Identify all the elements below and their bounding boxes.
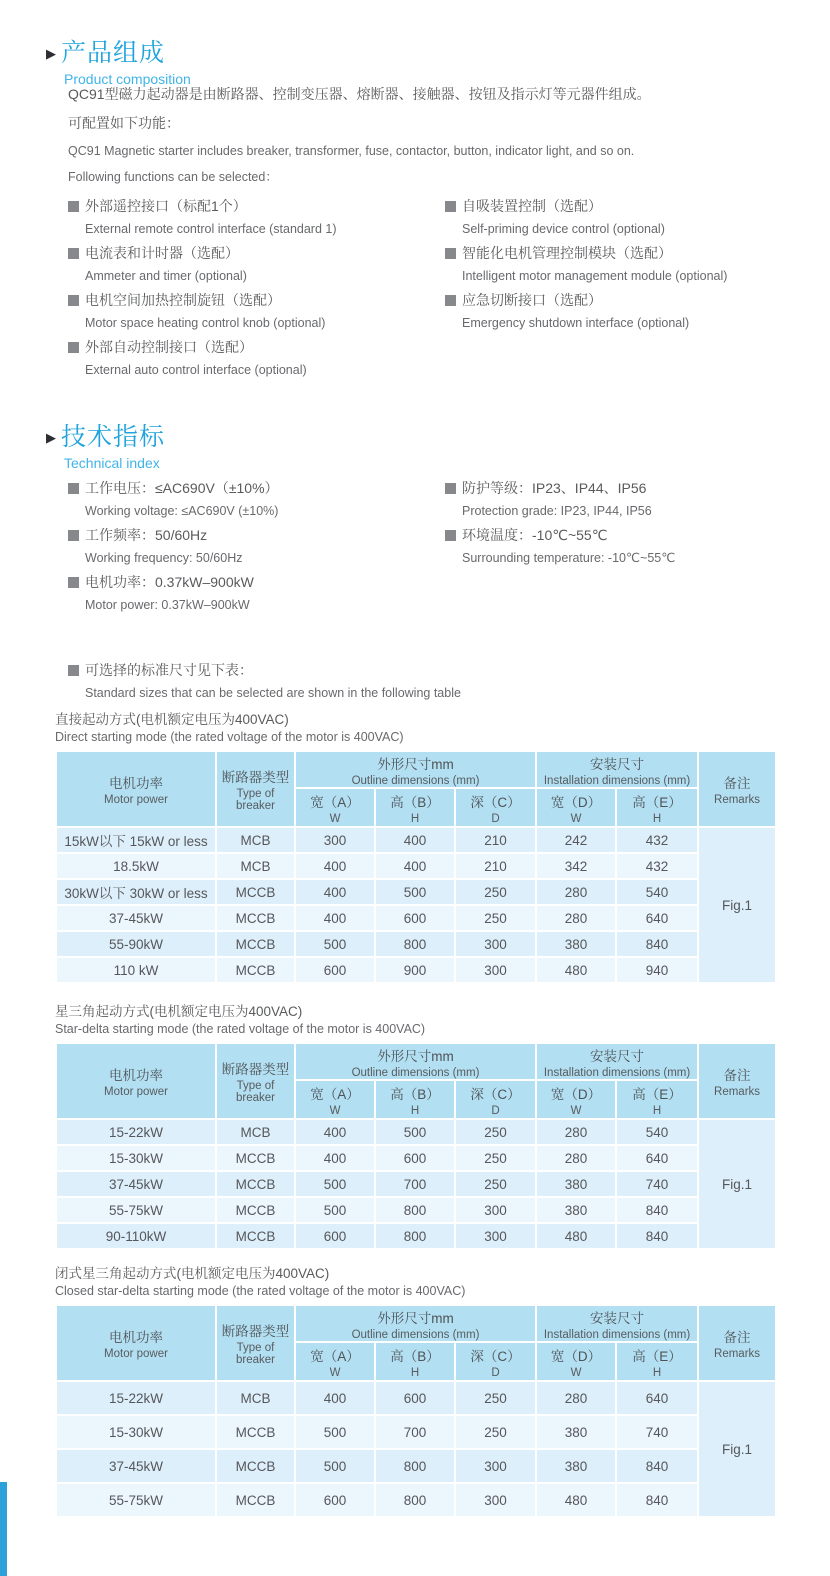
note-line-cn [68, 662, 461, 679]
bullet-square-icon [68, 201, 79, 212]
bullet-text-cn: 智能化电机管理控制模块（选配） [462, 245, 672, 261]
table-cell: 600 [295, 1223, 375, 1249]
table-cell: 500 [295, 931, 375, 957]
table-row [56, 1381, 776, 1415]
bullet-line-en: Motor space heating control knob (optional) [85, 316, 326, 330]
table-cell: 300 [455, 1223, 536, 1249]
table-cell: 840 [616, 1449, 698, 1483]
bullet-text-cn: 外部自动控制接口（选配） [85, 339, 253, 355]
table-cell: 500 [295, 1449, 375, 1483]
spec-item [68, 527, 445, 566]
bullet-line-cn [68, 198, 445, 215]
bullet-line-cn [68, 292, 445, 309]
table-cell: 300 [455, 1449, 536, 1483]
triangle-bullet-icon: ▶ [46, 46, 56, 62]
header-subtext: Motor power [104, 1086, 168, 1098]
table-cell: 15kW以下 15kW or less [56, 827, 216, 853]
intro-line-cn: QC91型磁力起动器是由断路器、控制变压器、熔断器、接触器、按钮及指示灯等元器件组成。 [68, 86, 651, 102]
bullet-line-cn [445, 527, 798, 544]
header-subtext: W [329, 1104, 341, 1117]
col-subheader-dimension: 高（E） H [616, 1342, 698, 1381]
table-cell: 600 [375, 905, 455, 931]
feature-item [445, 292, 798, 331]
bullet-line-cn [68, 574, 445, 591]
bullet-square-icon [445, 248, 456, 259]
bullet-square-icon [68, 342, 79, 353]
table-cell: MCB [216, 853, 295, 879]
table-cell: 18.5kW [56, 853, 216, 879]
bullet-line-en: Intelligent motor management module (optional) [462, 269, 728, 283]
header-subtext: Installation dimensions (mm) [543, 1328, 691, 1341]
dimensions-table [55, 1042, 777, 1250]
bullet-line-en: Surrounding temperature: -10℃~55℃ [462, 551, 676, 565]
table-cell: 380 [536, 1449, 616, 1483]
bullet-square-icon [68, 295, 79, 306]
header-subtext: Remarks [714, 1348, 761, 1360]
header-subtext: H [652, 812, 662, 825]
table-cell: 110 kW [56, 957, 216, 983]
table-row [56, 1171, 776, 1197]
table-cell: 300 [455, 931, 536, 957]
table-cell: 700 [375, 1171, 455, 1197]
table-cell: MCCB [216, 1415, 295, 1449]
table-cell: 242 [536, 827, 616, 853]
table-row [56, 1119, 776, 1145]
bullet-line-cn [445, 480, 798, 497]
section-title-row [46, 40, 191, 68]
table-cell: 37-45kW [56, 1449, 216, 1483]
feature-list [68, 198, 798, 386]
header-subtext: W [570, 1366, 582, 1379]
table-cell: 280 [536, 1119, 616, 1145]
bullet-line-cn [68, 527, 445, 544]
bullet-text-cn: 工作电压：≤AC690V（±10%） [85, 480, 279, 496]
col-header-installation-dimensions: 安装尺寸 Installation dimensions (mm) [536, 1305, 698, 1342]
table-cell: 500 [295, 1171, 375, 1197]
table-cell: 840 [616, 1197, 698, 1223]
section-title-en: Technical index [64, 454, 160, 471]
table-cell: 400 [295, 879, 375, 905]
table-cell: 400 [295, 1145, 375, 1171]
table-cell: 800 [375, 1223, 455, 1249]
header-subtext: Remarks [714, 794, 761, 806]
table-cell: 432 [616, 853, 698, 879]
col-subheader-dimension: 宽（D） W [536, 1080, 616, 1119]
table-row [56, 1415, 776, 1449]
table-cell: 800 [375, 931, 455, 957]
col-subheader-dimension: 高（B） H [375, 1080, 455, 1119]
table-cell: 15-22kW [56, 1119, 216, 1145]
table-cell: 600 [295, 1483, 375, 1517]
table-cell: 940 [616, 957, 698, 983]
feature-column-right [445, 198, 798, 386]
triangle-bullet-icon: ▶ [46, 430, 56, 446]
col-subheader-dimension: 高（E） H [616, 788, 698, 827]
table-cell: 55-75kW [56, 1483, 216, 1517]
section-technical-index-header [46, 424, 165, 471]
bullet-line-en: Working voltage: ≤AC690V (±10%) [85, 504, 279, 518]
bullet-square-icon [68, 248, 79, 259]
section-product-composition-header [46, 40, 191, 87]
table-cell: 210 [455, 827, 536, 853]
table-cell: 800 [375, 1449, 455, 1483]
header-subtext: Type of breaker [236, 788, 275, 812]
table-cell: 840 [616, 1483, 698, 1517]
table-cell: 280 [536, 879, 616, 905]
table-cell: 300 [455, 1197, 536, 1223]
table-cell: 250 [455, 1145, 536, 1171]
table-cell: 300 [455, 957, 536, 983]
table-row [56, 827, 776, 853]
spec-item [445, 527, 798, 566]
table-cell: 380 [536, 1197, 616, 1223]
header-subtext: H [652, 1104, 662, 1117]
table-cell: 500 [295, 1197, 375, 1223]
bullet-line-en: Self-priming device control (optional) [462, 222, 665, 236]
table-cell: 30kW以下 30kW or less [56, 879, 216, 905]
table-caption-cn: 星三角起动方式(电机额定电压为400VAC) [55, 1004, 303, 1019]
table-cell: 250 [455, 1415, 536, 1449]
table-cell: 250 [455, 905, 536, 931]
table-cell: 300 [455, 1483, 536, 1517]
header-subtext: H [410, 1366, 420, 1379]
col-subheader-dimension: 宽（A） W [295, 1080, 375, 1119]
header-subtext: Installation dimensions (mm) [543, 1066, 691, 1079]
table-cell: 400 [295, 1119, 375, 1145]
table-cell: 55-75kW [56, 1197, 216, 1223]
col-header-installation-dimensions: 安装尺寸 Installation dimensions (mm) [536, 751, 698, 788]
table-block-star-delta [55, 1004, 775, 1250]
header-subtext: H [410, 1104, 420, 1117]
dimensions-table [55, 1304, 777, 1518]
dimensions-table [55, 750, 777, 984]
table-cell: 900 [375, 957, 455, 983]
bullet-square-icon [68, 577, 79, 588]
header-subtext: Remarks [714, 1086, 761, 1098]
feature-item [68, 292, 445, 331]
table-cell: 15-30kW [56, 1145, 216, 1171]
feature-column-left [68, 198, 445, 386]
table-cell: 540 [616, 1119, 698, 1145]
table-cell: 90-110kW [56, 1223, 216, 1249]
col-subheader-dimension: 高（E） H [616, 1080, 698, 1119]
table-cell: 740 [616, 1171, 698, 1197]
table-row [56, 905, 776, 931]
table-cell: 280 [536, 1381, 616, 1415]
spec-item [68, 480, 445, 519]
bullet-text-cn: 环境温度：-10℃~55℃ [462, 527, 608, 543]
col-header-outline-dimensions: 外形尺寸mm Outline dimensions (mm) [295, 1043, 536, 1080]
section-title-cn: 技术指标 [61, 423, 166, 451]
col-subheader-dimension: 高（B） H [375, 1342, 455, 1381]
feature-item [68, 339, 445, 378]
feature-item [68, 245, 445, 284]
table-cell: 800 [375, 1483, 455, 1517]
remark-cell: Fig.1 [698, 1119, 776, 1249]
table-cell: 800 [375, 1197, 455, 1223]
spec-list [68, 480, 798, 621]
bullet-line-en: Motor power: 0.37kW–900kW [85, 598, 250, 612]
section-title-row [46, 424, 165, 452]
col-header-outline-dimensions: 外形尺寸mm Outline dimensions (mm) [295, 1305, 536, 1342]
bullet-line-cn [68, 339, 445, 356]
table-cell: 740 [616, 1415, 698, 1449]
bullet-line-cn [445, 292, 798, 309]
table-cell: 15-30kW [56, 1415, 216, 1449]
feature-item [68, 198, 445, 237]
bullet-text-cn: 防护等级：IP23、IP44、IP56 [462, 480, 647, 496]
table-cell: 432 [616, 827, 698, 853]
table-cell: 840 [616, 1223, 698, 1249]
table-cell: 600 [375, 1381, 455, 1415]
header-subtext: D [491, 1366, 500, 1379]
header-subtext: D [491, 1104, 500, 1117]
table-row [56, 1449, 776, 1483]
header-subtext: W [329, 812, 341, 825]
bullet-square-icon [445, 483, 456, 494]
section-title-cn: 产品组成 [61, 39, 166, 67]
col-header-outline-dimensions: 外形尺寸mm Outline dimensions (mm) [295, 751, 536, 788]
note-line-en: Standard sizes that can be selected are shown in the following table [85, 686, 461, 700]
header-subtext: Outline dimensions (mm) [351, 1066, 480, 1079]
table-cell: 250 [455, 1381, 536, 1415]
table-cell: 300 [295, 827, 375, 853]
table-cell: 55-90kW [56, 931, 216, 957]
table-cell: 480 [536, 1223, 616, 1249]
note-text-cn: 可选择的标准尺寸见下表： [85, 662, 253, 678]
table-cell: MCCB [216, 1145, 295, 1171]
bullet-text-cn: 自吸装置控制（选配） [462, 198, 602, 214]
table-cell: MCCB [216, 1483, 295, 1517]
table-row [56, 1145, 776, 1171]
col-header-motor-power: 电机功率 Motor power [56, 751, 216, 827]
table-cell: 37-45kW [56, 905, 216, 931]
header-subtext: Type of breaker [236, 1080, 275, 1104]
table-cell: 380 [536, 931, 616, 957]
table-row [56, 957, 776, 983]
standard-sizes-note [68, 662, 461, 701]
table-cell: 640 [616, 1381, 698, 1415]
remark-cell: Fig.1 [698, 1381, 776, 1517]
bullet-square-icon [68, 530, 79, 541]
table-caption-cn: 闭式星三角起动方式(电机额定电压为400VAC) [55, 1266, 330, 1281]
table-cell: MCCB [216, 905, 295, 931]
bullet-square-icon [68, 483, 79, 494]
bullet-line-en: External remote control interface (standard 1) [85, 222, 337, 236]
col-header-motor-power: 电机功率 Motor power [56, 1043, 216, 1119]
table-cell: 500 [375, 1119, 455, 1145]
header-subtext: Motor power [104, 794, 168, 806]
table-row [56, 931, 776, 957]
bullet-line-en: Ammeter and timer (optional) [85, 269, 247, 283]
col-header-breaker-type: 断路器类型 Type of breaker [216, 1043, 295, 1119]
header-subtext: W [570, 1104, 582, 1117]
bullet-line-en: Protection grade: IP23, IP44, IP56 [462, 504, 652, 518]
spec-column-left [68, 480, 445, 621]
bullet-line-en: External auto control interface (optional) [85, 363, 307, 377]
table-caption-en: Closed star-delta starting mode (the rated voltage of the motor is 400VAC) [55, 1284, 466, 1298]
table-cell: 480 [536, 1483, 616, 1517]
col-header-motor-power: 电机功率 Motor power [56, 1305, 216, 1381]
table-cell: MCCB [216, 1171, 295, 1197]
header-subtext: D [491, 812, 500, 825]
table-cell: 400 [295, 905, 375, 931]
table-row [56, 1197, 776, 1223]
table-cell: MCCB [216, 1197, 295, 1223]
table-cell: MCB [216, 1119, 295, 1145]
col-header-remarks: 备注 Remarks [698, 1305, 776, 1381]
bullet-line-cn [68, 245, 445, 262]
bullet-line-en: Emergency shutdown interface (optional) [462, 316, 690, 330]
spec-column-right [445, 480, 798, 621]
table-cell: 500 [375, 879, 455, 905]
table-cell: 210 [455, 853, 536, 879]
table-caption-cn: 直接起动方式(电机额定电压为400VAC) [55, 712, 289, 727]
table-cell: 250 [455, 1171, 536, 1197]
table-cell: MCCB [216, 1223, 295, 1249]
header-subtext: W [570, 812, 582, 825]
table-cell: 640 [616, 1145, 698, 1171]
table-cell: 250 [455, 879, 536, 905]
header-subtext: W [329, 1366, 341, 1379]
product-intro [68, 86, 778, 196]
table-cell: 700 [375, 1415, 455, 1449]
spec-item [445, 480, 798, 519]
table-cell: 400 [375, 827, 455, 853]
table-cell: MCCB [216, 1449, 295, 1483]
section-title-en: Product composition [64, 70, 191, 87]
bullet-square-icon [445, 201, 456, 212]
table-row [56, 879, 776, 905]
bullet-text-cn: 电机功率：0.37kW–900kW [85, 574, 254, 590]
table-cell: 250 [455, 1119, 536, 1145]
table-cell: 400 [295, 853, 375, 879]
table-cell: MCCB [216, 879, 295, 905]
header-subtext: Installation dimensions (mm) [543, 774, 691, 787]
col-subheader-dimension: 宽（A） W [295, 788, 375, 827]
table-block-direct-starting [55, 712, 775, 984]
table-cell: 480 [536, 957, 616, 983]
table-cell: 600 [295, 957, 375, 983]
table-cell: 640 [616, 905, 698, 931]
table-row [56, 1483, 776, 1517]
table-cell: 380 [536, 1415, 616, 1449]
table-cell: 400 [295, 1381, 375, 1415]
page-edge-bar [0, 1482, 7, 1576]
table-cell: 280 [536, 905, 616, 931]
table-block-closed-star-delta [55, 1266, 775, 1518]
table-cell: MCCB [216, 931, 295, 957]
header-subtext: Motor power [104, 1348, 168, 1360]
table-caption-en: Direct starting mode (the rated voltage of the motor is 400VAC) [55, 730, 404, 744]
col-subheader-dimension: 深（C） D [455, 788, 536, 827]
bullet-text-cn: 外部遥控接口（标配1个） [85, 198, 247, 214]
table-row [56, 1223, 776, 1249]
col-header-breaker-type: 断路器类型 Type of breaker [216, 1305, 295, 1381]
col-header-remarks: 备注 Remarks [698, 751, 776, 827]
header-subtext: Outline dimensions (mm) [351, 1328, 480, 1341]
header-subtext: Type of breaker [236, 1342, 275, 1366]
table-cell: 380 [536, 1171, 616, 1197]
spec-item [68, 574, 445, 613]
bullet-square-icon [445, 530, 456, 541]
intro-line-cn: 可配置如下功能： [68, 115, 180, 131]
table-row [56, 853, 776, 879]
bullet-line-cn [68, 480, 445, 497]
table-caption-en: Star-delta starting mode (the rated voltage of the motor is 400VAC) [55, 1022, 426, 1036]
bullet-text-cn: 应急切断接口（选配） [462, 292, 602, 308]
feature-item [445, 245, 798, 284]
bullet-line-en: Working frequency: 50/60Hz [85, 551, 243, 565]
bullet-square-icon [68, 665, 79, 676]
header-subtext: H [652, 1366, 662, 1379]
table-cell: 540 [616, 879, 698, 905]
remark-cell: Fig.1 [698, 827, 776, 983]
bullet-text-cn: 电机空间加热控制旋钮（选配） [85, 292, 281, 308]
col-subheader-dimension: 深（C） D [455, 1080, 536, 1119]
table-cell: MCB [216, 827, 295, 853]
table-cell: 840 [616, 931, 698, 957]
col-header-installation-dimensions: 安装尺寸 Installation dimensions (mm) [536, 1043, 698, 1080]
col-subheader-dimension: 宽（D） W [536, 1342, 616, 1381]
bullet-line-cn [445, 198, 798, 215]
table-cell: 37-45kW [56, 1171, 216, 1197]
bullet-text-cn: 电流表和计时器（选配） [85, 245, 239, 261]
table-cell: 400 [375, 853, 455, 879]
intro-line-en: Following functions can be selected： [68, 170, 278, 184]
table-cell: 280 [536, 1145, 616, 1171]
col-subheader-dimension: 宽（D） W [536, 788, 616, 827]
col-subheader-dimension: 深（C） D [455, 1342, 536, 1381]
table-cell: MCB [216, 1381, 295, 1415]
bullet-text-cn: 工作频率：50/60Hz [85, 527, 208, 543]
bullet-line-cn [445, 245, 798, 262]
col-header-breaker-type: 断路器类型 Type of breaker [216, 751, 295, 827]
table-cell: 342 [536, 853, 616, 879]
table-cell: 15-22kW [56, 1381, 216, 1415]
intro-line-en: QC91 Magnetic starter includes breaker, transformer, fuse, contactor, button, indicator light, and so on. [68, 144, 635, 158]
col-subheader-dimension: 高（B） H [375, 788, 455, 827]
table-cell: 500 [295, 1415, 375, 1449]
col-header-remarks: 备注 Remarks [698, 1043, 776, 1119]
table-cell: 600 [375, 1145, 455, 1171]
feature-item [445, 198, 798, 237]
table-cell: MCCB [216, 957, 295, 983]
bullet-square-icon [445, 295, 456, 306]
col-subheader-dimension: 宽（A） W [295, 1342, 375, 1381]
header-subtext: H [410, 812, 420, 825]
header-subtext: Outline dimensions (mm) [351, 774, 480, 787]
